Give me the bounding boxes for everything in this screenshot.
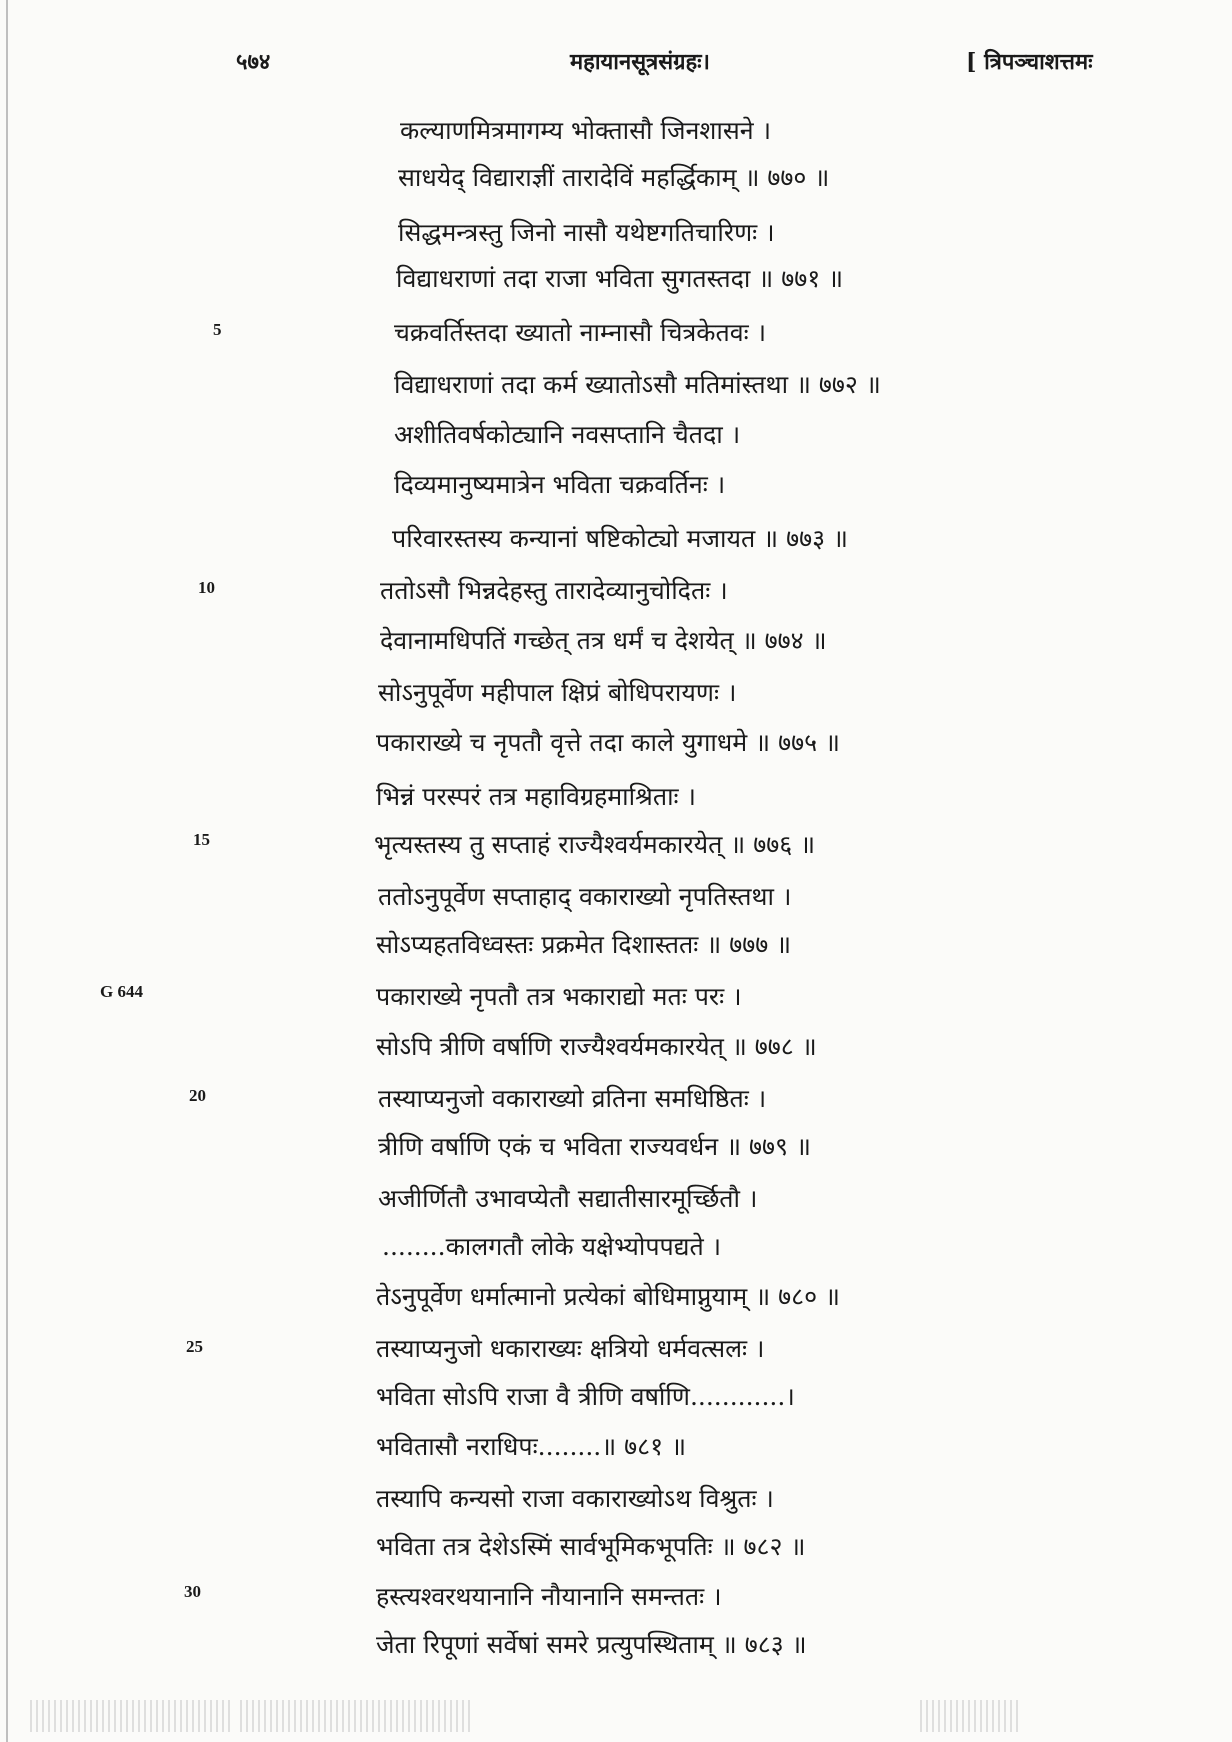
- verse-line: ततोऽसौ भिन्नदेहस्तु तारादेव्यानुचोदितः ।: [380, 576, 728, 605]
- line-number-10: 10: [198, 578, 215, 597]
- verse-line: ........कालगतौ लोके यक्षेभ्योपपद्यते ।: [382, 1232, 722, 1261]
- scan-noise: [30, 1700, 230, 1732]
- line-number-30: 30: [184, 1582, 201, 1601]
- verse-line: तेऽनुपूर्वेण धर्मात्मानो प्रत्येकां बोधिमाप्नुयाम् ॥ ७८० ॥: [376, 1282, 841, 1311]
- verse-line: तस्याप्यनुजो धकाराख्यः क्षत्रियो धर्मवत्सलः ।: [376, 1334, 765, 1363]
- verse-line: अजीर्णितौ उभावप्येतौ सद्यातीसारमूर्च्छितौ ।: [378, 1184, 758, 1213]
- verse-line: पकाराख्ये नृपतौ तत्र भकाराद्यो मतः परः ।: [376, 982, 742, 1011]
- verse-line: दिव्यमानुष्यमात्रेन भविता चक्रवर्तिनः ।: [394, 470, 726, 499]
- verse-line: भविता सोऽपि राजा वै त्रीणि वर्षाणि............।: [376, 1382, 795, 1411]
- verse-line: पकाराख्ये च नृपतौ वृत्ते तदा काले युगाधमे ॥ ७७५ ॥: [376, 728, 841, 757]
- scan-noise: [920, 1700, 1020, 1732]
- verse-line: भवितासौ नराधिपः........॥ ७८१ ॥: [376, 1432, 687, 1461]
- verse-line: त्रीणि वर्षाणि एकं च भविता राज्यवर्धन ॥ ७७९ ॥: [378, 1132, 811, 1161]
- verse-line: विद्याधराणां तदा कर्म ख्यातोऽसौ मतिमांस्तथा ॥ ७७२ ॥: [394, 370, 881, 399]
- verse-line: अशीतिवर्षकोट्यानि नवसप्तानि चैतदा ।: [394, 420, 741, 449]
- page-header: [0, 46, 1232, 86]
- verse-line: तस्यापि कन्यसो राजा वकाराख्योऽथ विश्रुतः ।: [376, 1484, 774, 1513]
- verse-line: तस्याप्यनुजो वकाराख्यो व्रतिना समधिष्ठितः ।: [378, 1084, 767, 1113]
- scan-edge-line: [6, 0, 8, 1742]
- running-title: महायानसूत्रसंग्रहः।: [570, 49, 710, 75]
- scan-noise: [240, 1700, 470, 1732]
- verse-line: भृत्यस्तस्य तु सप्ताहं राज्यैश्वर्यमकारयेत् ॥ ७७६ ॥: [374, 830, 816, 859]
- verse-line: सोऽनुपूर्वेण महीपाल क्षिप्रं बोधिपरायणः ।: [378, 678, 737, 707]
- page-number: ५७४: [236, 49, 271, 75]
- line-number-25: 25: [186, 1337, 203, 1356]
- line-number-20: 20: [189, 1086, 206, 1105]
- verse-line: हस्त्यश्वरथयानानि नौयानानि समन्ततः ।: [376, 1582, 722, 1611]
- verse-line: सिद्धमन्त्रस्तु जिनो नासौ यथेष्टगतिचारिणः ।: [398, 218, 775, 247]
- line-number-15: 15: [193, 830, 210, 849]
- verse-line: चक्रवर्तिस्तदा ख्यातो नाम्नासौ चित्रकेतवः ।: [394, 318, 767, 347]
- section-title: [ त्रिपञ्चाशत्तमः: [966, 49, 1093, 75]
- line-number-5: 5: [213, 320, 222, 339]
- verse-line: भिन्नं परस्परं तत्र महाविग्रहमाश्रिताः ।: [376, 782, 697, 811]
- verse-line: जेता रिपूणां सर्वेषां समरे प्रत्युपस्थिताम् ॥ ७८३ ॥: [376, 1630, 807, 1659]
- verse-line: साधयेद् विद्याराज्ञीं तारादेविं महर्द्धिकाम् ॥ ७७० ॥: [398, 163, 830, 192]
- verse-line: कल्याणमित्रमागम्य भोक्तासौ जिनशासने ।: [400, 116, 772, 145]
- verse-line: सोऽपि त्रीणि वर्षाणि राज्यैश्वर्यमकारयेत् ॥ ७७८ ॥: [376, 1032, 817, 1061]
- verse-line: ततोऽनुपूर्वेण सप्ताहाद् वकाराख्यो नृपतिस्तथा ।: [378, 882, 792, 911]
- verse-line: देवानामधिपतिं गच्छेत् तत्र धर्मं च देशयेत् ॥ ७७४ ॥: [380, 626, 827, 655]
- verse-line: विद्याधराणां तदा राजा भविता सुगतस्तदा ॥ ७७१ ॥: [396, 264, 844, 293]
- verse-line: भविता तत्र देशेऽस्मिं सार्वभूमिकभूपतिः ॥ ७८२ ॥: [376, 1532, 806, 1561]
- verse-line: सोऽप्यहतविध्वस्तः प्रक्रमेत दिशास्ततः ॥ ७७७ ॥: [376, 930, 792, 959]
- verse-line: परिवारस्तस्य कन्यानां षष्टिकोट्यो मजायत ॥ ७७३ ॥: [392, 524, 849, 553]
- gilgit-folio-reference: G 644: [100, 982, 143, 1001]
